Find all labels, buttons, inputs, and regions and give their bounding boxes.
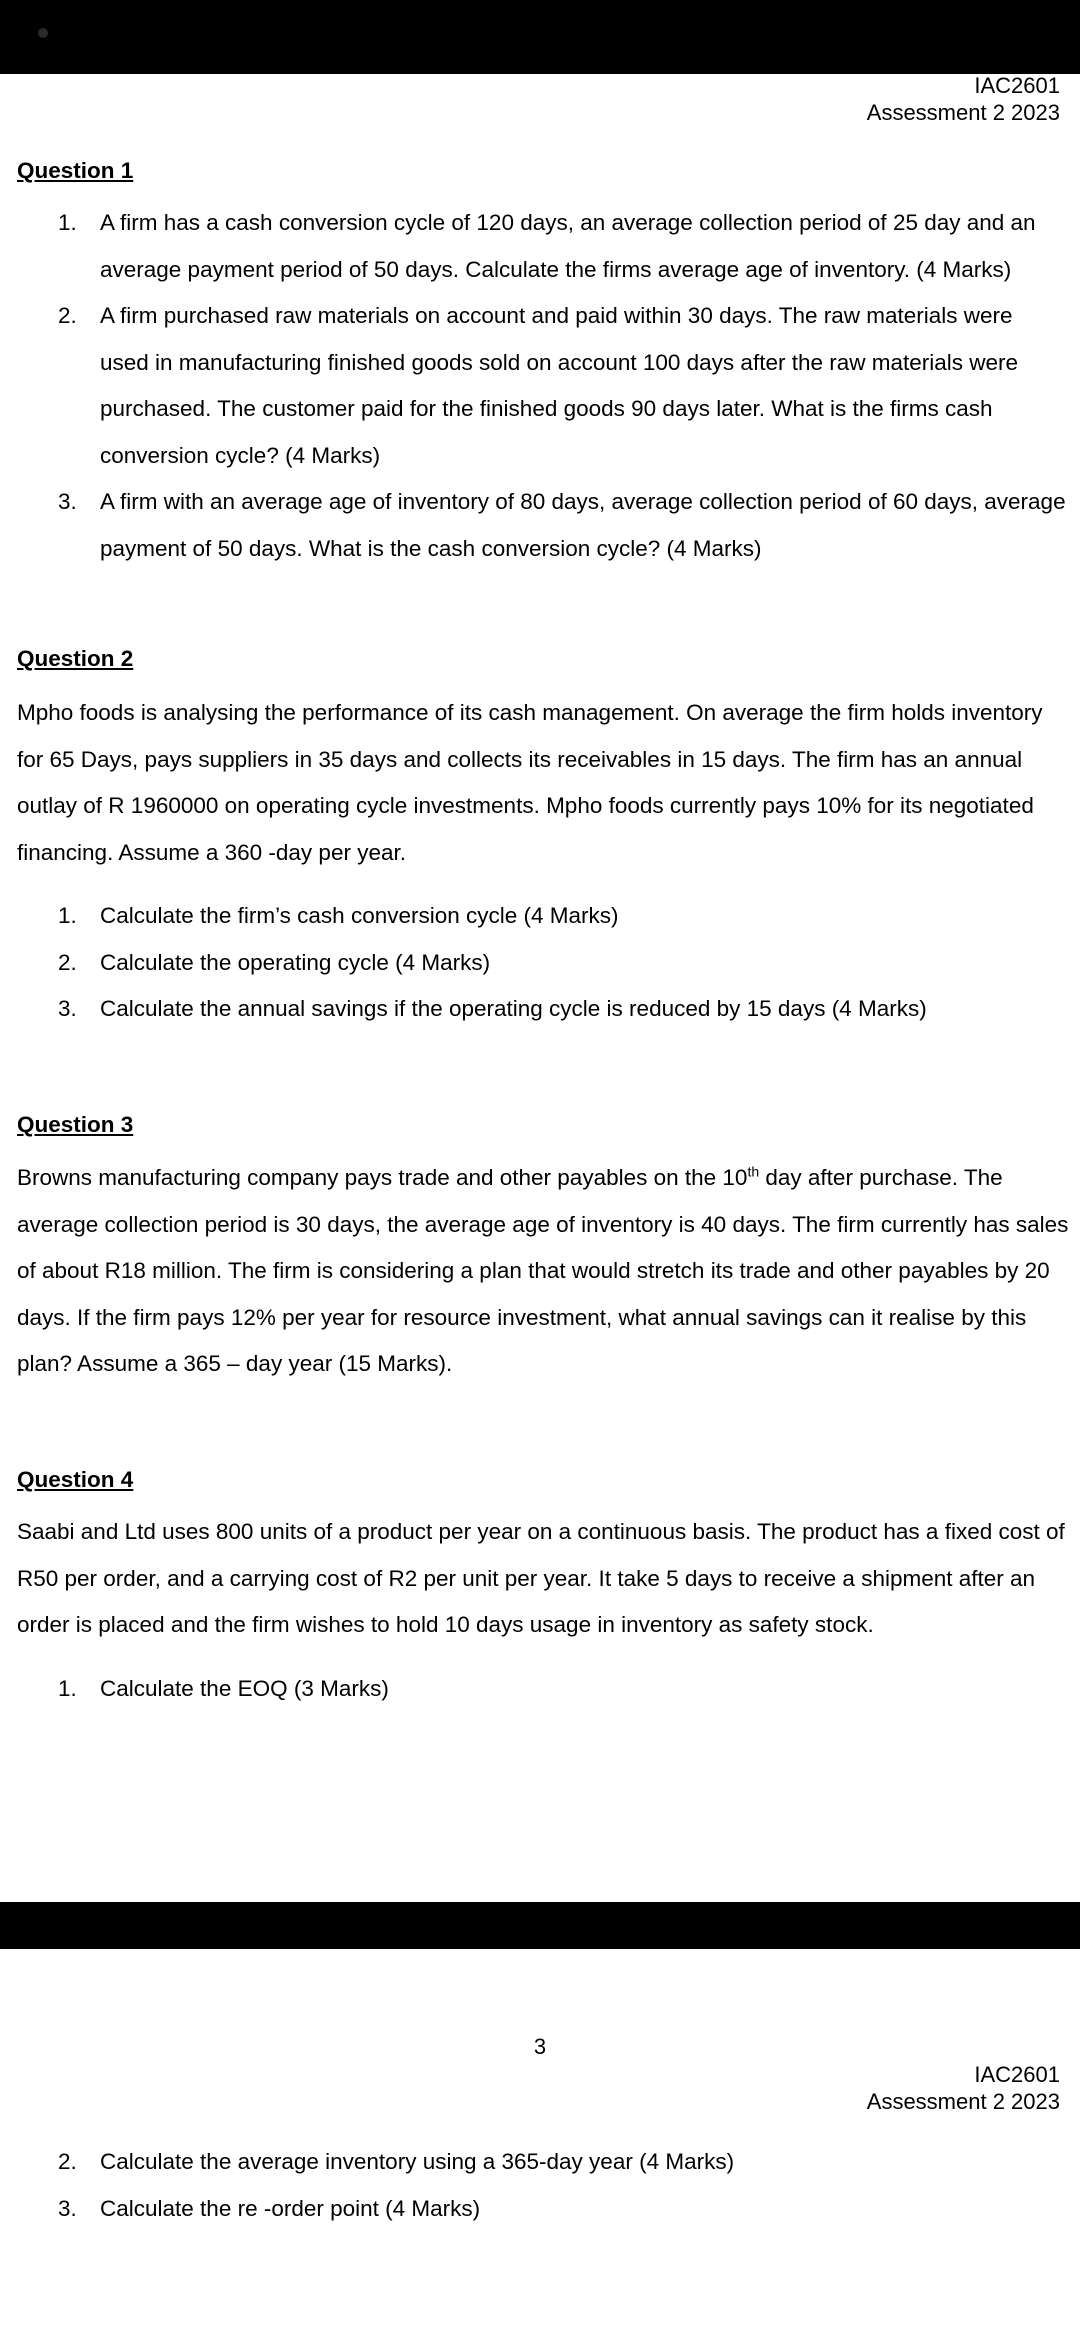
course-code: IAC2601 — [974, 73, 1060, 98]
item-text: Calculate the annual savings if the operating cycle is reduced by 15 days (4 Marks) — [100, 996, 927, 1021]
question-1-title: Question 1 — [17, 158, 134, 183]
list-item — [0, 293, 1080, 479]
page-header — [867, 72, 1060, 126]
paragraph-rest: day after purchase. The average collection period is 30 days, the average age of inventory is 40 days. The firm currently has sales of about R18 million. The firm is considering a plan that would stretch its trade and other payables by 20 days. If the firm pays 12% per year for resource investment, what annual savings can it realise by this plan? Assume a 365 – day year (15 Marks). — [17, 1165, 1069, 1376]
list-item — [0, 986, 1080, 1033]
question-4-list-continued — [0, 2139, 1080, 2232]
assessment-label: Assessment 2 2023 — [866, 2089, 1060, 2114]
list-item — [0, 2186, 1080, 2233]
page-header — [867, 2061, 1060, 2115]
item-number: 2. — [58, 303, 77, 328]
item-number: 3. — [58, 2195, 77, 2221]
page-number: 3 — [533, 2034, 547, 2059]
top-status-bar — [0, 0, 1080, 74]
paragraph-start: Browns manufacturing company pays trade and other payables on the 10 — [17, 1165, 748, 1190]
question-4-paragraph: Saabi and Ltd uses 800 units of a product per year on a continuous basis. The product has a fixed cost of R50 per order, and a carrying cost of R2 per unit per year. It take 5 days to receive a shipment after an order is placed and the firm wishes to hold 10 days usage in inventory as safety stock. — [17, 1519, 1065, 1637]
item-number: 3. — [58, 996, 77, 1021]
item-number: 2. — [58, 2149, 77, 2174]
assessment-label: Assessment 2 2023 — [866, 100, 1060, 125]
question-2-title: Question 2 — [17, 646, 134, 671]
item-number: 3. — [58, 489, 77, 514]
list-item — [0, 1666, 1080, 1713]
list-item — [0, 479, 1080, 572]
question-2-list — [0, 893, 1080, 1033]
item-number: 1. — [58, 210, 77, 235]
question-1-list — [0, 200, 1080, 572]
question-3-title: Question 3 — [17, 1112, 134, 1137]
item-number: 2. — [58, 949, 77, 975]
item-text: Calculate the re -order point (4 Marks) — [100, 2195, 481, 2221]
item-number: 1. — [58, 1676, 77, 1701]
question-2-paragraph: Mpho foods is analysing the performance of its cash management. On average the firm holds inventory for 65 Days, pays suppliers in 35 days and collects its receivables in 15 days. The firm has an annual outlay of R 1960000 on operating cycle investments. Mpho foods currently pays 10% for its negotiated financing. Assume a 360 -day per year. — [17, 700, 1043, 865]
item-text: Calculate the EOQ (3 Marks) — [100, 1676, 389, 1701]
question-3-paragraph — [17, 1155, 1069, 1388]
camera-dot-icon — [38, 28, 48, 38]
item-text: Calculate the operating cycle (4 Marks) — [100, 949, 491, 975]
list-item — [0, 2139, 1080, 2186]
list-item — [0, 200, 1080, 293]
item-text: A firm purchased raw materials on account and paid within 30 days. The raw materials were used in manufacturing finished goods sold on account 100 days after the raw materials were purchased. The customer paid for the finished goods 90 days later. What is the firms cash conversion cycle? (4 Marks) — [100, 303, 1019, 468]
list-item — [0, 940, 1080, 987]
item-text: A firm has a cash conversion cycle of 120 days, an average collection period of 25 day and an average payment period of 50 days. Calculate the firms average age of inventory. (4 Marks) — [100, 210, 1036, 282]
ordinal-suffix: th — [747, 1163, 760, 1180]
item-text: A firm with an average age of inventory of 80 days, average collection period of 60 days, average payment of 50 days. What is the cash conversion cycle? (4 Marks) — [100, 489, 1066, 561]
item-text: Calculate the firm’s cash conversion cycle (4 Marks) — [100, 903, 619, 928]
item-number: 1. — [58, 903, 77, 928]
course-code: IAC2601 — [974, 2062, 1060, 2087]
question-4-list — [0, 1666, 1080, 1713]
page-break — [0, 1902, 1080, 1949]
list-item — [0, 893, 1080, 940]
question-4-title: Question 4 — [17, 1467, 134, 1492]
item-text: Calculate the average inventory using a 365-day year (4 Marks) — [100, 2149, 735, 2174]
